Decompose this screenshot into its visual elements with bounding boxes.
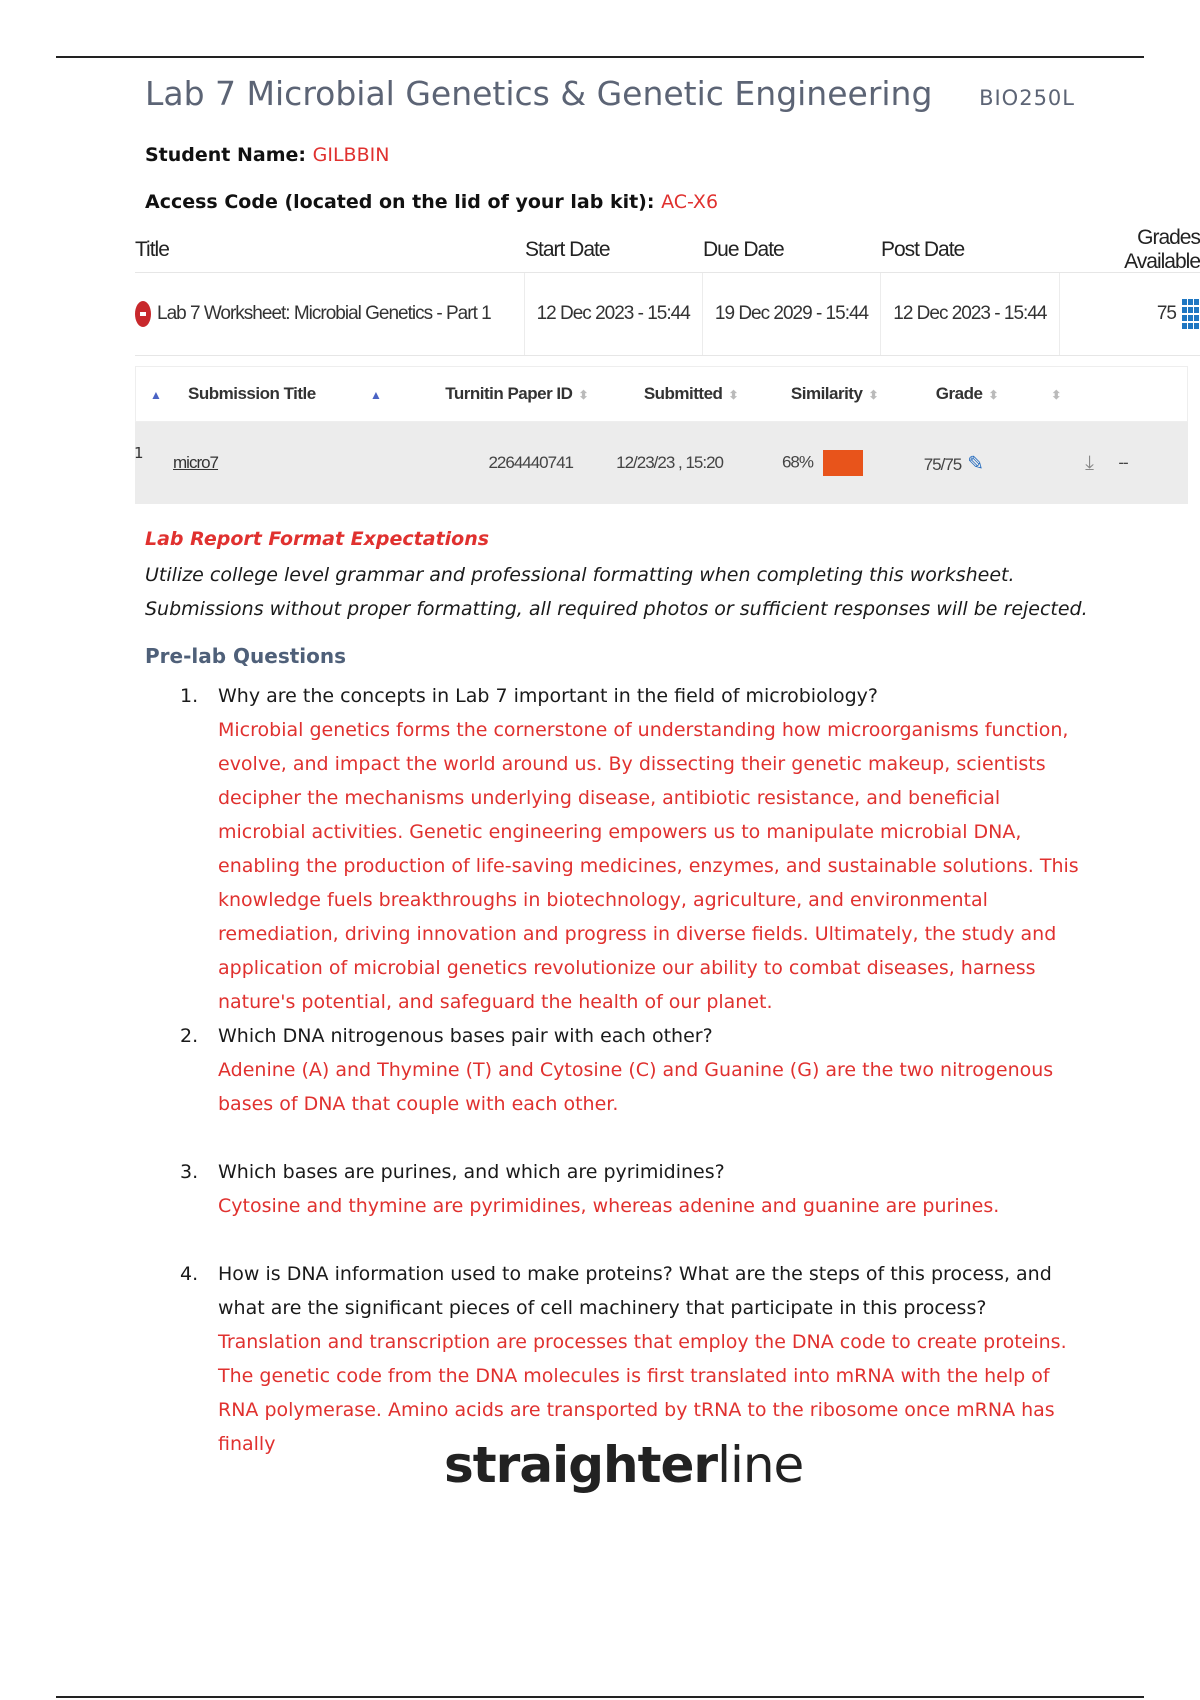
page-header — [145, 74, 1075, 113]
sort-icon[interactable]: ⬍ — [868, 388, 878, 402]
access-code-field — [145, 191, 718, 213]
col-paper-id[interactable] — [388, 384, 588, 404]
assignment-grades[interactable] — [1059, 273, 1200, 355]
paper-id: 2264440741 — [488, 453, 573, 472]
course-code: BIO250L — [979, 86, 1075, 110]
question-2 — [180, 1019, 1080, 1121]
logo-thin: line — [717, 1436, 804, 1494]
assignment-title-cell[interactable] — [135, 301, 524, 327]
similarity-value: 68% — [781, 452, 813, 472]
submission-row[interactable] — [135, 422, 1188, 504]
col-grades-available: Grades Available — [1124, 226, 1200, 273]
grid-icon[interactable] — [1182, 299, 1200, 329]
bottom-rule — [56, 1696, 1144, 1698]
col-extra[interactable] — [998, 384, 1108, 404]
col-similarity-label: Similarity — [790, 384, 863, 403]
sort-icon[interactable]: ⬍ — [988, 388, 998, 402]
answer-text: Cytosine and thymine are pyrimidines, whereas adenine and guanine are purines. — [218, 1195, 1000, 1217]
question-number: 1. — [180, 685, 199, 707]
col-submitted[interactable] — [588, 384, 738, 404]
similarity-bar[interactable] — [823, 450, 863, 476]
student-name-value: GILBBIN — [312, 144, 390, 166]
col-grade-label: Grade — [935, 384, 983, 403]
assignment-row[interactable] — [135, 273, 1200, 356]
access-code-label: Access Code (located on the lid of your lab kit): — [145, 191, 655, 213]
assignment-due: 19 Dec 2029 - 15:44 — [702, 273, 880, 355]
download-icon[interactable]: ⤓ — [1085, 451, 1093, 474]
prelab-title: Pre-lab Questions — [145, 644, 347, 668]
assignment-table-header — [135, 228, 1200, 273]
question-text: Which DNA nitrogenous bases pair with each other? — [218, 1025, 713, 1047]
extra-cell[interactable]: -- — [1118, 453, 1128, 472]
answer-text: Microbial genetics forms the cornerstone of understanding how microorganisms function, evolve, and impact the world around us. By dissecting their genetic makeup, scientists decipher the mechanisms underlying disease, antibiotic resistance, and beneficial microbial activities. Genetic engineering empowers us to manipulate microbial DNA, enabling the production of life-saving medicines, enzymes, and sustainable solutions. This knowledge fuels breakthroughs in biotechnology, agriculture, and environmental remediation, driving innovation and progress in diverse fields. Ultimately, the study and application of microbial genetics revolutionize our ability to combat diseases, harness nature's potential, and safeguard the health of our planet. — [218, 719, 1079, 1013]
expectations-line-1: Utilize college level grammar and professional formatting when completing this worksheet. — [145, 564, 1015, 586]
col-title: Title — [135, 238, 169, 261]
top-rule — [56, 56, 1144, 58]
col-submission-title-label: Submission Title — [188, 384, 316, 403]
grades-value: 75 — [1156, 303, 1176, 324]
straighterline-logo — [444, 1436, 803, 1494]
similarity-cell[interactable] — [723, 450, 863, 476]
col-paper-id-label: Turnitin Paper ID — [445, 384, 573, 403]
assignment-title[interactable]: Lab 7 Worksheet: Microbial Genetics - Part 1 — [157, 303, 491, 325]
logo-bold: straighter — [444, 1436, 718, 1494]
access-code-value: AC-X6 — [661, 191, 719, 213]
student-name-label: Student Name: — [145, 144, 307, 166]
expectations-title: Lab Report Format Expectations — [145, 528, 490, 550]
question-number: 4. — [180, 1263, 199, 1285]
sort-up-icon[interactable]: ▲ — [369, 388, 382, 402]
sort-up-icon[interactable]: ▲ — [150, 388, 162, 402]
col-post-date: Post Date — [881, 238, 965, 261]
grade-cell[interactable] — [863, 451, 983, 476]
sort-icon[interactable]: ⬍ — [578, 388, 588, 402]
submission-link[interactable]: micro7 — [173, 453, 219, 472]
question-number: 3. — [180, 1161, 199, 1183]
assignment-post: 12 Dec 2023 - 15:44 — [880, 273, 1058, 355]
pencil-icon[interactable]: ✎ — [967, 452, 983, 475]
question-text: Why are the concepts in Lab 7 important in the field of microbiology? — [218, 685, 878, 707]
col-submission-title[interactable] — [178, 384, 388, 404]
col-similarity[interactable] — [738, 384, 878, 404]
col-due-date: Due Date — [703, 238, 784, 261]
submission-title[interactable] — [163, 453, 373, 473]
question-text: Which bases are purines, and which are pyrimidines? — [218, 1161, 725, 1183]
question-3 — [180, 1155, 1080, 1223]
page-title: Lab 7 Microbial Genetics & Genetic Engineering — [145, 74, 933, 113]
sort-icon[interactable]: ⬍ — [1051, 388, 1061, 402]
assignment-start: 12 Dec 2023 - 15:44 — [524, 273, 702, 355]
submitted-date: 12/23/23 , 15:20 — [616, 453, 723, 472]
col-grade[interactable] — [878, 384, 998, 404]
answer-text: Adenine (A) and Thymine (T) and Cytosine (C) and Guanine (G) are the two nitrogenous bases of DNA that couple with each other. — [218, 1059, 1054, 1115]
grade-value: 75/75 — [923, 454, 962, 474]
col-submitted-label: Submitted — [643, 384, 723, 403]
alert-icon — [135, 301, 151, 327]
question-text: How is DNA information used to make proteins? What are the steps of this process, and what are the significant pieces of cell machinery that participate in this process? — [218, 1263, 1052, 1319]
question-4 — [180, 1257, 1080, 1461]
question-1 — [180, 679, 1080, 1019]
expectations-line-2: Submissions without proper formatting, all required photos or sufficient responses will be rejected. — [145, 598, 1088, 620]
submission-table — [135, 366, 1188, 504]
answer-text: Translation and transcription are processes that employ the DNA code to create proteins. The genetic code from the DNA molecules is first translated into mRNA with the help of RNA polymerase. Amino acids are transported by tRNA to the ribosome once mRNA has finally — [218, 1331, 1067, 1455]
student-name-field — [145, 144, 389, 166]
question-number: 2. — [180, 1025, 199, 1047]
col-start-date: Start Date — [525, 238, 610, 261]
assignment-table — [135, 228, 1200, 356]
row-number: 1 — [134, 444, 144, 462]
sort-icon[interactable]: ⬍ — [728, 388, 738, 402]
submission-table-header — [135, 366, 1188, 422]
